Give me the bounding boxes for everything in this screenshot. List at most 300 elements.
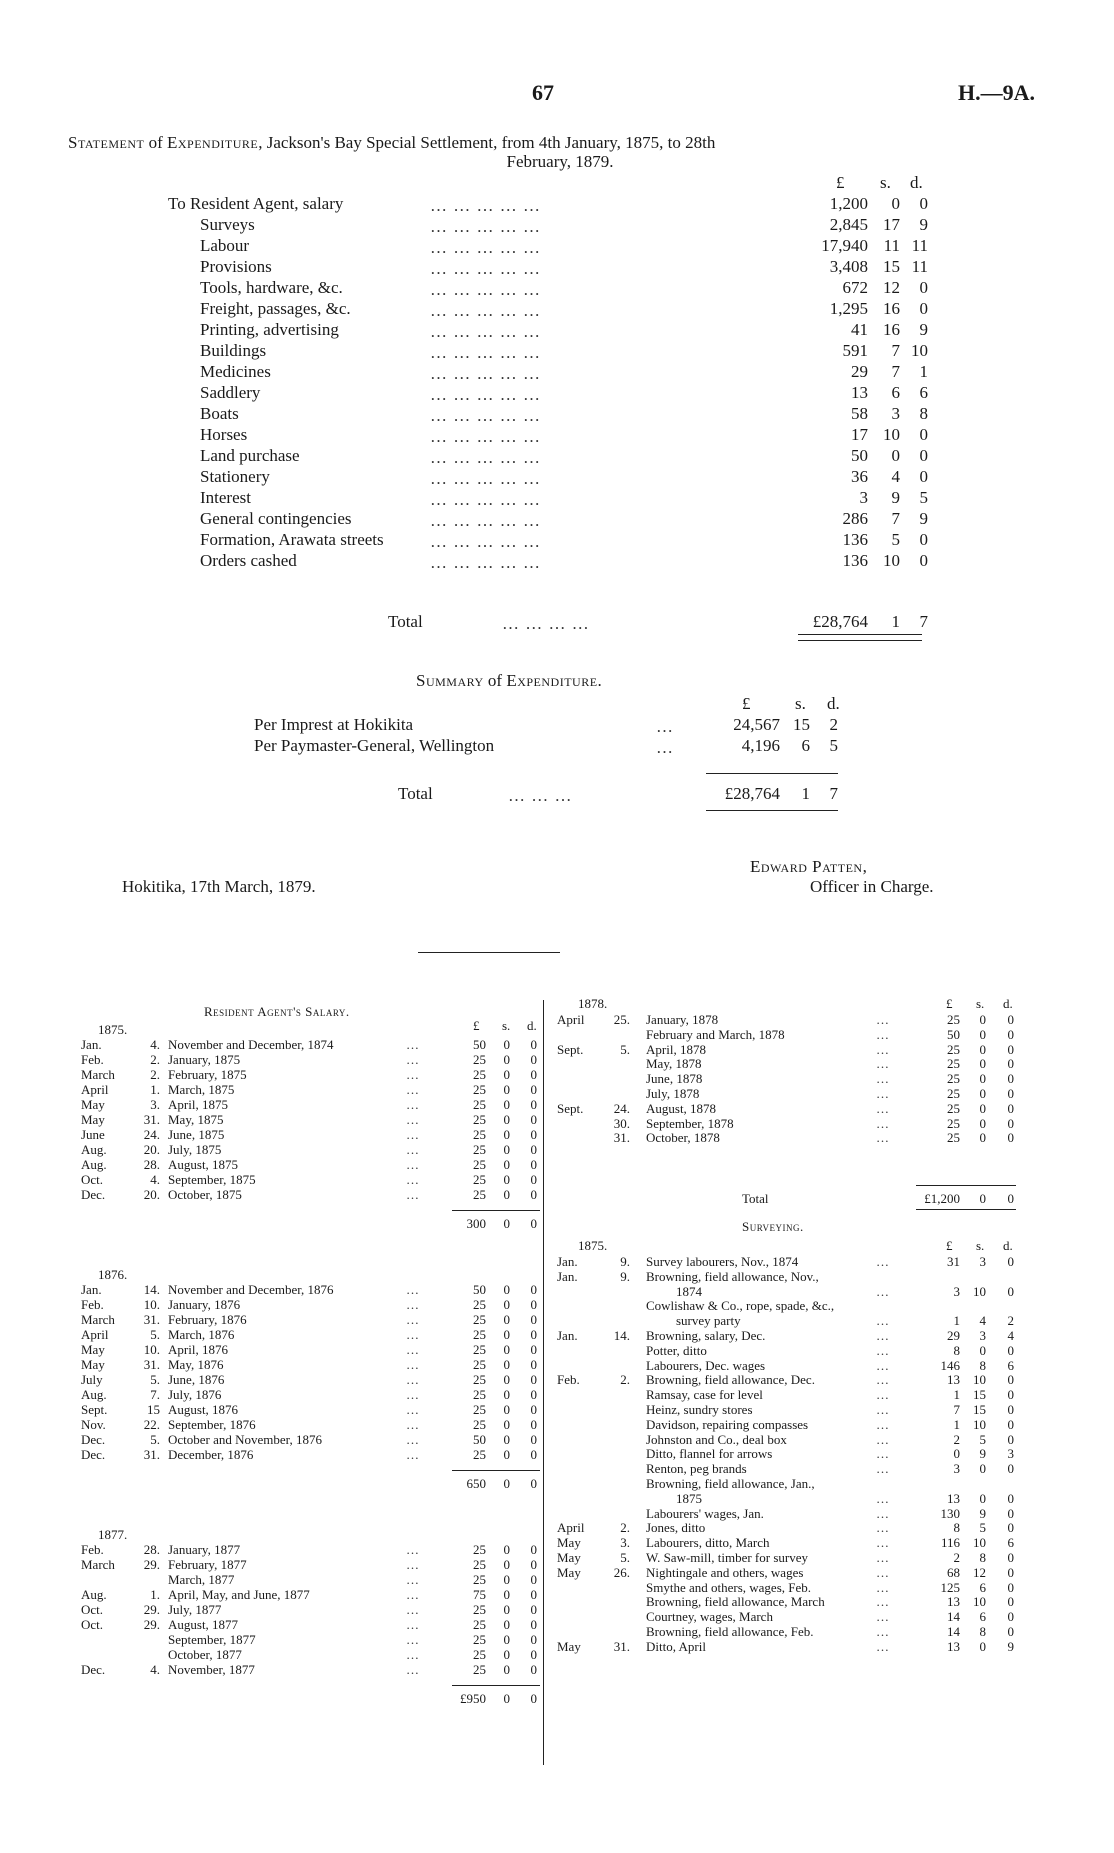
surveying-row-day (604, 1313, 630, 1328)
surveying-row-pence: 0 (1007, 1520, 1014, 1536)
surveying-row-day (604, 1402, 630, 1417)
salary-subtotal-shillings: 0 (503, 1216, 510, 1231)
surveying-row-pence: 0 (1007, 1564, 1014, 1580)
salary-row-day: 20. (143, 1142, 160, 1157)
salary-row-pence: 0 (530, 1557, 537, 1572)
surveying-row-month: Jan. (557, 1328, 578, 1343)
salary-row-desc: July, 1876 (168, 1387, 222, 1402)
salary-row-shillings: 0 (503, 1342, 510, 1357)
salary-row-desc: August, 1875 (168, 1157, 239, 1172)
surveying-row-pence: 0 (1007, 1431, 1014, 1447)
right-total-pence: 0 (1007, 1191, 1014, 1206)
right-1878-row-pounds: 25 (947, 1012, 960, 1027)
surveying-row-dots: … (876, 1254, 890, 1269)
surveying-row-pence: 2 (1007, 1313, 1014, 1329)
salary-row-day: 24. (143, 1127, 160, 1142)
right-1878-row-dots: … (876, 1115, 890, 1131)
surveying-row-desc: Johnston and Co., deal box (646, 1431, 787, 1447)
right-1878-row-pence: 0 (1007, 1026, 1014, 1042)
statement-row-shillings: 0 (891, 194, 900, 213)
surveying-row-pence: 0 (1007, 1402, 1014, 1417)
salary-row-pence: 0 (530, 1082, 537, 1097)
salary-row-dots: … (406, 1037, 420, 1052)
statement-row-pounds: 136 (842, 551, 868, 570)
salary-row-pence: 0 (530, 1342, 537, 1357)
surveying-row-pounds: 68 (947, 1564, 960, 1580)
surveying-row-shillings: 10 (973, 1535, 986, 1551)
statement-row-dots: … … … … … (430, 343, 541, 362)
right-1878-row-pence: 0 (1007, 1041, 1014, 1057)
statement-row-label: Interest (200, 488, 251, 507)
salary-row-month: Feb. (81, 1297, 104, 1312)
salary-row-desc: October, 1877 (168, 1647, 242, 1662)
surveying-row-pence: 6 (1007, 1535, 1014, 1551)
right-1878-row-dots: … (876, 1130, 890, 1146)
salary-subtotal-pence: 0 (530, 1216, 537, 1231)
surveying-row-pounds: 146 (940, 1357, 960, 1373)
surveying-row-day (604, 1298, 630, 1313)
right-1878-row-dots: … (876, 1026, 890, 1042)
statement-row-label: Provisions (200, 257, 272, 276)
surveying-row-shillings: 0 (979, 1638, 986, 1654)
salary-row-month: Aug. (81, 1157, 107, 1172)
surveying-row-desc: 1874 (676, 1283, 702, 1299)
surveying-row-dots: … (876, 1564, 890, 1580)
surveying-row-dots: … (876, 1579, 890, 1595)
statement-title-rest: , Jackson's Bay Special Settlement, from 4th January, 1875, to 28th (258, 133, 716, 152)
right-1878-row-pounds: 25 (947, 1071, 960, 1087)
statement-row-pence: 0 (919, 446, 928, 465)
surveying-row-desc: Courtney, wages, March (646, 1609, 773, 1625)
salary-row-month: Oct. (81, 1617, 104, 1632)
salary-row-dots: … (406, 1052, 420, 1067)
statement-row-pounds: 591 (842, 341, 868, 360)
surveying-row-dots: … (876, 1431, 890, 1447)
statement-row-pounds: 41 (851, 320, 868, 339)
surveying-row-dots: … (876, 1461, 890, 1477)
salary-row-dots: … (406, 1387, 420, 1402)
statement-row-label: Formation, Arawata streets (200, 530, 384, 549)
salary-row-pounds: 25 (473, 1602, 486, 1617)
statement-row-dots: … … … … … (430, 532, 541, 551)
surveying-row-month: May (557, 1564, 581, 1580)
right-1878-row-pence: 0 (1007, 1100, 1014, 1116)
signature-name: Edward Patten, (750, 857, 868, 876)
statement-row-dots: … … … … … (430, 511, 541, 530)
right-1878-row-dots: … (876, 1086, 890, 1101)
surveying-row-day: 14. (613, 1328, 630, 1343)
statement-row-shillings: 7 (891, 362, 900, 381)
surveying-row-dots: … (876, 1387, 890, 1403)
salary-row-desc: May, 1875 (168, 1112, 224, 1127)
salary-row-dots: … (406, 1327, 420, 1342)
right-1878-row-desc: May, 1878 (646, 1056, 702, 1072)
statement-row-shillings: 12 (883, 278, 900, 297)
surveying-row-pence: 0 (1007, 1342, 1014, 1358)
surveying-row-dots: … (876, 1535, 890, 1551)
salary-row-dots: … (406, 1127, 420, 1142)
surveying-row-shillings: 5 (979, 1431, 986, 1447)
salary-row-shillings: 0 (503, 1572, 510, 1587)
right-1878-row-shillings: 0 (979, 1130, 986, 1146)
surveying-row-day (604, 1609, 630, 1624)
statement-row-shillings: 3 (891, 404, 900, 423)
salary-row-pounds: 25 (473, 1557, 486, 1572)
surveying-row-day (604, 1594, 630, 1609)
right-1878-row-desc: September, 1878 (646, 1115, 734, 1131)
salary-row-desc: October, 1875 (168, 1187, 242, 1202)
surveying-row-desc: Browning, field allowance, Nov., (646, 1268, 819, 1284)
salary-row-day: 2. (150, 1067, 160, 1082)
salary-row-pounds: 25 (473, 1172, 486, 1187)
column-divider (543, 1000, 544, 1765)
statement-row-shillings: 11 (883, 236, 900, 255)
right-1878-row-month: Sept. (557, 1100, 584, 1116)
right-1878-row-day: 31. (613, 1130, 630, 1146)
salary-row-shillings: 0 (503, 1327, 510, 1342)
right-1878-row-shillings: 0 (979, 1041, 986, 1057)
surveying-row-shillings (966, 1476, 986, 1491)
salary-row-desc: April, 1875 (168, 1097, 228, 1112)
surveying-row-shillings: 10 (973, 1372, 986, 1388)
salary-row-shillings: 0 (503, 1282, 510, 1297)
statement-row-shillings: 4 (891, 467, 900, 486)
salary-row-dots: … (406, 1617, 420, 1632)
surveying-row-pounds: 8 (953, 1520, 960, 1536)
surveying-row-day: 5. (620, 1550, 630, 1565)
right-1878-row-pounds: 25 (947, 1100, 960, 1116)
statement-row-label: General contingencies (200, 509, 352, 528)
surveying-row-shillings: 6 (979, 1579, 986, 1595)
surveying-row-pounds: 14 (947, 1609, 960, 1625)
right-total-rule-bottom (916, 1209, 1016, 1210)
right-1878-row-pounds: 50 (947, 1026, 960, 1042)
surveying-row-pence: 0 (1007, 1283, 1014, 1299)
right-1878-row-desc: February and March, 1878 (646, 1026, 785, 1042)
surveying-row-shillings: 3 (979, 1254, 986, 1269)
right-1878-row-dots: … (876, 1100, 890, 1116)
statement-row-shillings: 5 (891, 530, 900, 549)
salary-heading: Resident Agent's Salary. (204, 1004, 350, 1019)
surveying-row-day (604, 1358, 630, 1373)
salary-subtotal-pounds: 650 (466, 1476, 486, 1491)
statement-row-pence: 0 (919, 551, 928, 570)
surveying-row-pence: 0 (1007, 1550, 1014, 1565)
surveying-row-shillings: 6 (979, 1609, 986, 1625)
surveying-row-pounds: 13 (947, 1490, 960, 1506)
surveying-row-pence: 0 (1007, 1505, 1014, 1521)
salary-row-pence: 0 (530, 1097, 537, 1112)
right-1878-row-desc: July, 1878 (646, 1086, 700, 1101)
statement-row-pence: 0 (919, 530, 928, 549)
summary-row-label: Per Imprest at Hokikita (254, 715, 414, 734)
statement-row-shillings: 7 (891, 509, 900, 528)
salary-row-desc: June, 1875 (168, 1127, 225, 1142)
statement-row-pounds: 3 (859, 488, 868, 507)
statement-row-pounds: 1,200 (829, 194, 868, 213)
salary-row-shillings: 0 (503, 1587, 510, 1602)
surveying-row-dots: … (876, 1638, 890, 1654)
salary-row-shillings: 0 (503, 1387, 510, 1402)
statement-row-pence: 6 (919, 383, 928, 402)
salary-row-dots: … (406, 1342, 420, 1357)
salary-row-pounds: 75 (473, 1587, 486, 1602)
surveying-year: 1875. (578, 1238, 608, 1253)
salary-row-month: Feb. (81, 1542, 104, 1557)
section-divider (418, 952, 560, 953)
salary-row-pounds: 25 (473, 1617, 486, 1632)
surveying-row-day: 2. (620, 1520, 630, 1536)
surveying-row-pence: 0 (1007, 1579, 1014, 1595)
salary-row-day: 29. (143, 1602, 160, 1617)
right-1878-row-dots: … (876, 1041, 890, 1057)
surveying-row-pounds: 14 (947, 1624, 960, 1639)
right-1878-row-day: 5. (620, 1041, 630, 1057)
right-year: 1878. (578, 996, 608, 1011)
surveying-row-pence: 9 (1007, 1638, 1014, 1654)
salary-row-dots: … (406, 1067, 420, 1082)
surveying-row-dots: … (876, 1594, 890, 1610)
salary-col-pence: d. (527, 1018, 537, 1033)
salary-row-dots: … (406, 1157, 420, 1172)
salary-row-pounds: 25 (473, 1082, 486, 1097)
salary-row-day: 22. (143, 1417, 160, 1432)
salary-subtotal-rule (452, 1470, 540, 1471)
salary-row-pounds: 25 (473, 1327, 486, 1342)
signature-place-date: Hokitika, 17th March, 1879. (122, 877, 316, 896)
salary-row-shillings: 0 (503, 1067, 510, 1082)
salary-row-shillings: 0 (503, 1632, 510, 1647)
salary-row-month: Dec. (81, 1662, 106, 1677)
surveying-row-pounds: 1 (953, 1416, 960, 1432)
right-1878-row-pounds: 25 (947, 1130, 960, 1146)
surveying-row-pounds: 13 (947, 1594, 960, 1610)
salary-row-day: 4. (150, 1662, 160, 1677)
salary-row-dots: … (406, 1112, 420, 1127)
salary-row-pounds: 25 (473, 1142, 486, 1157)
salary-row-pounds: 50 (473, 1432, 486, 1447)
surveying-col-pounds: £ (946, 1238, 953, 1253)
salary-row-dots: … (406, 1417, 420, 1432)
statement-row-label: Orders cashed (200, 551, 297, 570)
right-1878-row-day: 30. (613, 1115, 630, 1131)
surveying-row-desc: Nightingale and others, wages (646, 1564, 804, 1580)
salary-row-desc: March, 1877 (168, 1572, 235, 1587)
salary-row-shillings: 0 (503, 1142, 510, 1157)
surveying-row-day (604, 1491, 630, 1506)
statement-title-of: of (148, 133, 163, 152)
right-1878-row-day (604, 1086, 630, 1101)
salary-row-pence: 0 (530, 1052, 537, 1067)
surveying-row-dots: … (876, 1357, 890, 1373)
salary-row-month: Dec. (81, 1432, 106, 1447)
salary-row-desc: November and December, 1876 (168, 1282, 334, 1297)
surveying-row-pounds: 3 (953, 1283, 960, 1299)
surveying-row-pence: 0 (1007, 1609, 1014, 1625)
surveying-row-pounds: 29 (947, 1328, 960, 1343)
statement-row-dots: … … … … … (430, 364, 541, 383)
statement-row-dots: … … … … … (430, 448, 541, 467)
summary-title-exp: Expenditure. (506, 671, 603, 690)
statement-row-label: Medicines (200, 362, 271, 381)
summary-total-dots: … … … (508, 786, 573, 805)
surveying-row-day: 26. (613, 1564, 630, 1580)
surveying-row-desc: Davidson, repairing compasses (646, 1416, 809, 1432)
statement-row-pence: 0 (919, 467, 928, 486)
salary-row-pounds: 25 (473, 1387, 486, 1402)
surveying-row-month: Jan. (557, 1268, 578, 1284)
salary-row-month: Jan. (81, 1282, 102, 1297)
salary-row-desc: November and December, 1874 (168, 1037, 334, 1052)
surveying-row-dots: … (876, 1609, 890, 1625)
summary-title-of: of (487, 671, 503, 690)
right-1878-row-shillings: 0 (979, 1086, 986, 1101)
salary-row-shillings: 0 (503, 1372, 510, 1387)
salary-row-month: April (81, 1082, 109, 1097)
salary-row-dots: … (406, 1142, 420, 1157)
salary-row-day: 10. (143, 1297, 160, 1312)
salary-row-dots: … (406, 1312, 420, 1327)
right-1878-row-pounds: 25 (947, 1056, 960, 1072)
salary-year: 1876. (98, 1267, 128, 1282)
salary-row-pounds: 25 (473, 1187, 486, 1202)
salary-row-dots: … (406, 1172, 420, 1187)
salary-row-pounds: 25 (473, 1312, 486, 1327)
salary-col-shillings: s. (502, 1018, 511, 1033)
salary-row-pounds: 25 (473, 1112, 486, 1127)
statement-row-dots: … … … … … (430, 490, 541, 509)
salary-row-pence: 0 (530, 1602, 537, 1617)
salary-year: 1875. (98, 1022, 128, 1037)
salary-subtotal-shillings: 0 (503, 1476, 510, 1491)
statement-row-dots: … … … … … (430, 301, 541, 320)
salary-row-pounds: 25 (473, 1572, 486, 1587)
salary-row-shillings: 0 (503, 1112, 510, 1127)
surveying-row-dots: … (876, 1342, 890, 1358)
statement-total-shillings: 1 (891, 612, 900, 631)
statement-row-dots: … … … … … (430, 427, 541, 446)
summary-row-label: Per Paymaster-General, Wellington (254, 736, 495, 755)
salary-row-shillings: 0 (503, 1097, 510, 1112)
salary-row-dots: … (406, 1082, 420, 1097)
salary-row-dots: … (406, 1587, 420, 1602)
salary-row-month: June (81, 1127, 105, 1142)
surveying-row-day (604, 1284, 630, 1299)
salary-row-pounds: 25 (473, 1372, 486, 1387)
salary-row-day: 31. (143, 1312, 160, 1327)
salary-row-day: 1. (150, 1082, 160, 1097)
right-1878-row-shillings: 0 (979, 1056, 986, 1072)
right-1878-row-dots: … (876, 1012, 890, 1027)
salary-row-dots: … (406, 1557, 420, 1572)
statement-row-pence: 9 (919, 320, 928, 339)
salary-row-dots: … (406, 1097, 420, 1112)
surveying-row-month: April (557, 1520, 585, 1536)
salary-row-month: Oct. (81, 1602, 104, 1617)
salary-row-day: 4. (150, 1037, 160, 1052)
salary-row-pence: 0 (530, 1127, 537, 1142)
statement-row-label: To Resident Agent, salary (168, 194, 344, 213)
surveying-row-day: 31. (613, 1638, 630, 1654)
surveying-row-dots: … (876, 1490, 890, 1506)
surveying-row-shillings: 0 (979, 1342, 986, 1358)
salary-row-pence: 0 (530, 1432, 537, 1447)
salary-row-day: 31. (143, 1447, 160, 1462)
salary-row-pounds: 25 (473, 1052, 486, 1067)
right-1878-row-pence: 0 (1007, 1071, 1014, 1087)
salary-row-month: March (81, 1312, 115, 1327)
surveying-row-dots: … (876, 1550, 890, 1565)
statement-row-pence: 0 (919, 278, 928, 297)
statement-row-dots: … … … … … (430, 259, 541, 278)
salary-row-month: Oct. (81, 1172, 104, 1187)
salary-row-month: Sept. (81, 1402, 108, 1417)
surveying-row-dots: … (876, 1283, 890, 1299)
surveying-row-day: 2. (620, 1372, 630, 1388)
statement-row-pounds: 29 (851, 362, 868, 381)
right-1878-row-dots: … (876, 1071, 890, 1087)
salary-row-shillings: 0 (503, 1312, 510, 1327)
salary-row-day: 14. (143, 1282, 160, 1297)
statement-row-shillings: 17 (883, 215, 900, 234)
salary-row-desc: August, 1876 (168, 1402, 239, 1417)
salary-row-day: 10. (143, 1342, 160, 1357)
salary-row-desc: May, 1876 (168, 1357, 224, 1372)
salary-row-shillings: 0 (503, 1557, 510, 1572)
salary-row-day: 20. (143, 1187, 160, 1202)
surveying-row-desc: 1875 (676, 1490, 702, 1506)
statement-row-pence: 8 (919, 404, 928, 423)
surveying-row-pence (996, 1298, 1014, 1313)
statement-row-pence: 0 (919, 425, 928, 444)
salary-row-pence: 0 (530, 1312, 537, 1327)
salary-row-day: 15 (147, 1402, 160, 1417)
salary-row-pence: 0 (530, 1357, 537, 1372)
surveying-row-pence (996, 1269, 1014, 1284)
summary-col-shillings: s. (795, 694, 806, 713)
summary-col-pence: d. (827, 694, 840, 713)
salary-row-shillings: 0 (503, 1542, 510, 1557)
statement-row-dots: … … … … … (430, 469, 541, 488)
salary-row-desc: April, 1876 (168, 1342, 228, 1357)
surveying-heading: Surveying. (742, 1219, 804, 1234)
right-1878-row-desc: August, 1878 (646, 1100, 717, 1116)
salary-row-day: 31. (143, 1357, 160, 1372)
statement-row-pence: 0 (919, 194, 928, 213)
salary-row-shillings: 0 (503, 1357, 510, 1372)
salary-row-month: Nov. (81, 1417, 106, 1432)
surveying-row-pence: 0 (1007, 1254, 1014, 1269)
salary-row-shillings: 0 (503, 1432, 510, 1447)
right-1878-row-dots: … (876, 1056, 890, 1072)
surveying-row-desc: Ditto, April (646, 1638, 706, 1654)
summary-total-label: Total (398, 784, 433, 803)
salary-row-pence: 0 (530, 1157, 537, 1172)
statement-row-pounds: 50 (851, 446, 868, 465)
right-1878-row-pence: 0 (1007, 1056, 1014, 1072)
salary-row-day: 29. (143, 1617, 160, 1632)
surveying-row-pence: 0 (1007, 1490, 1014, 1506)
surveying-row-pounds: 2 (953, 1550, 960, 1565)
right-total-shillings: 0 (979, 1191, 986, 1206)
statement-row-label: Surveys (200, 215, 255, 234)
salary-row-pence: 0 (530, 1542, 537, 1557)
salary-row-desc: April, May, and June, 1877 (168, 1587, 310, 1602)
salary-row-pence: 0 (530, 1187, 537, 1202)
salary-row-pence: 0 (530, 1372, 537, 1387)
statement-total-dots: … … … … (502, 614, 590, 633)
surveying-row-desc: Potter, ditto (646, 1342, 707, 1358)
